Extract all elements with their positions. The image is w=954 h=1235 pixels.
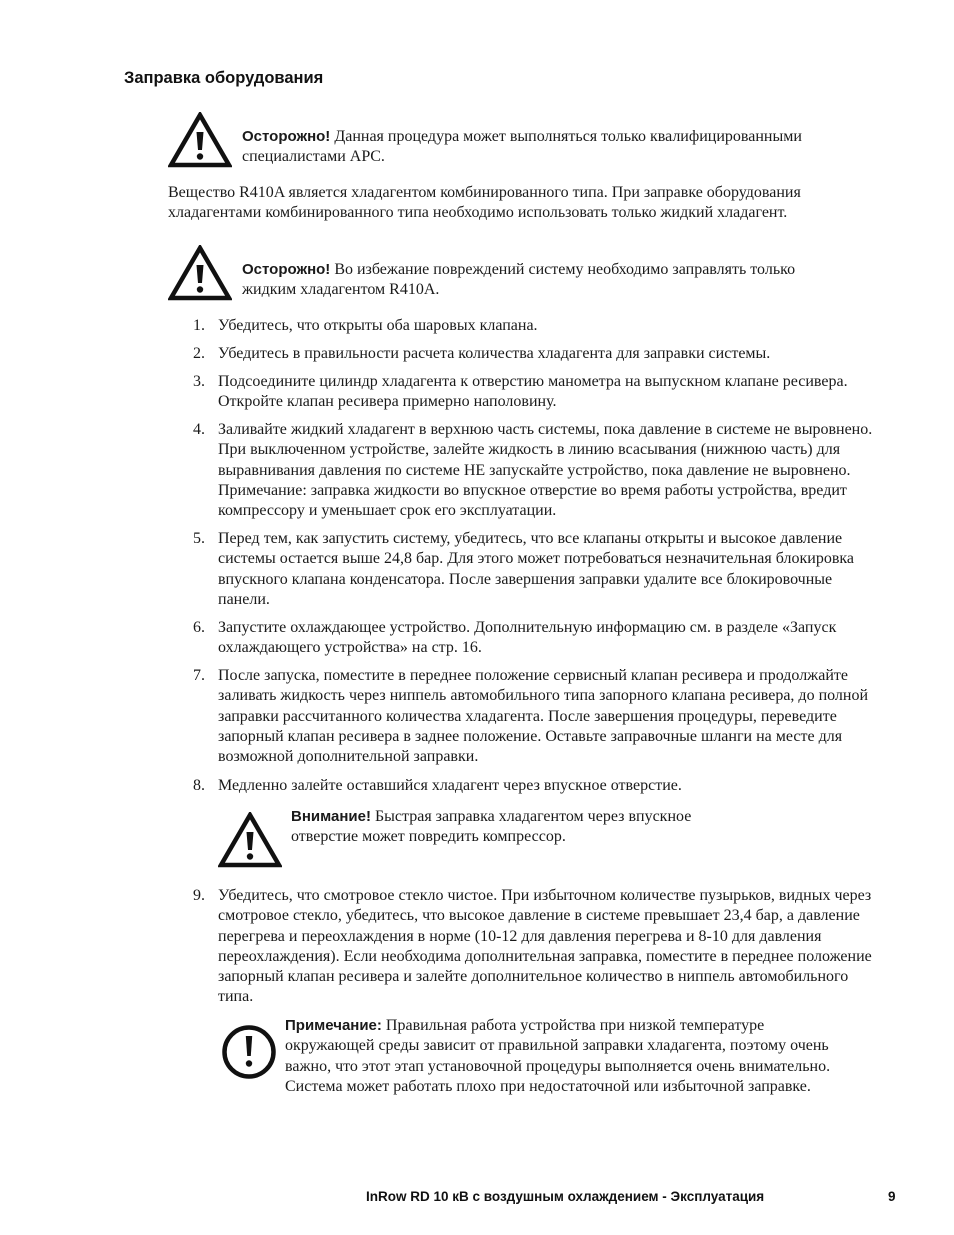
step-text: Перед тем, как запустить систему, убедитесь, что все клапаны открыты и высокое давление системы остается выше 24,8 бар. Для этого может потребоваться незначительная блокировка впускного клапана конденсатора. После завершения заправки удалите все блокировочные панели.: [218, 530, 854, 608]
note-text-line1: Правильная работа устройства при низкой температуре: [385, 1017, 765, 1034]
step-text: Убедитесь, что смотровое стекло чистое. При избыточном количестве пузырьков, видных через смотровое стекло, убедитесь, что высокое давление в системе превышает 23,4 бар, а давление перегрева и переохлаждения в норме (10-12 для давления перегрева и 8-10 для давления переохлаждения). Если необходима дополнительная заправка, поместите в переднее положение запорный клапан ресивера и залейте дополнительное количество в ниппель автомобильного типа.: [218, 887, 872, 1006]
caution-text-1-line2: специалистами APC.: [242, 148, 385, 166]
step-text: После запуска, поместите в переднее положение сервисный клапан ресивера и продолжайте заливать жидкость через ниппель автомобильного типа запорного клапана ресивера, до полной заправки рассчитанного количества хладагента. После завершения процедуры, переведите запорный клапан ресивера в заднее положение. Оставьте заправочные шланги на месте для возможной дополнительной заправки.: [218, 667, 869, 766]
note-text-line4: Система может работать плохо при недостаточной или избыточной заправке.: [285, 1077, 811, 1095]
list-item: [193, 372, 893, 413]
intro-line2: хладагентами комбинированного типа необходимо использовать только жидкий хладагент.: [168, 204, 788, 222]
footer-title: InRow RD 10 кВ с воздушным охлаждением - Эксплуатация: [366, 1189, 765, 1204]
warning-triangle-icon: [218, 812, 282, 868]
note-text-line3: важно, что этот этап установочной процедуры выполняется очень внимательно.: [285, 1057, 831, 1075]
caution-text-1-line1: Данная процедура может выполняться только квалифицированными: [334, 128, 802, 145]
step-number: 8.: [193, 777, 205, 794]
caution-label-1: Осторожно!: [242, 128, 331, 145]
warning-block: [291, 807, 851, 848]
list-item: [193, 666, 893, 767]
caution-text-2-line1: Во избежание повреждений систему необходимо заправлять только: [334, 261, 796, 278]
step-number: 2.: [193, 345, 205, 362]
step-number: 5.: [193, 530, 205, 547]
step-text: Заливайте жидкий хладагент в верхнюю часть системы, пока давление в системе не выровнено. При выключенном устройстве, залейте жидкость в линию всасывания (нижнюю часть) для выравнивания давления по системе НЕ запускайте устройство, пока давление не выровнено. Примечание: заправка жидкости во впускное отверстие во время работы устройства, вредит компрессору и уменьшает срок его эксплуатации.: [218, 421, 873, 520]
list-item: [193, 886, 893, 1008]
step-number: 9.: [193, 887, 205, 904]
page-number: 9: [888, 1189, 896, 1204]
warning-label: Внимание!: [291, 808, 371, 825]
section-heading: Заправка оборудования: [124, 69, 324, 87]
step-text: Убедитесь в правильности расчета количества хладагента для заправки системы.: [218, 345, 771, 362]
step-number: 1.: [193, 317, 205, 334]
list-item: [193, 776, 893, 796]
warning-text-line1: Быстрая заправка хладагентом через впускное: [374, 808, 692, 825]
note-text-line2: окружающей среды зависит от правильной заправки хладагента, поэтому очень: [285, 1037, 829, 1055]
list-item: [193, 316, 893, 336]
caution-block-2: [242, 260, 882, 301]
intro-line1: Вещество R410A является хладагентом комбинированного типа. При заправке оборудования: [168, 184, 801, 201]
step-number: 6.: [193, 619, 205, 636]
step-number: 7.: [193, 667, 205, 684]
list-item: [193, 420, 893, 521]
list-item: [193, 529, 893, 610]
step-text: Подсоедините цилиндр хладагента к отверстию манометра на выпускном клапане ресивера. Откройте клапан ресивера примерно наполовину.: [218, 373, 848, 411]
warning-triangle-icon: [168, 245, 232, 301]
caution-label-2: Осторожно!: [242, 261, 331, 278]
intro-paragraph: [168, 183, 888, 224]
step-text: Медленно залейте оставшийся хладагент через впускное отверстие.: [218, 777, 682, 794]
step-text: Убедитесь, что открыты оба шаровых клапана.: [218, 317, 538, 334]
caution-text-2-line2: жидким хладагентом R410A.: [242, 281, 440, 299]
note-block: [285, 1016, 885, 1097]
step-text: Запустите охлаждающее устройство. Дополнительную информацию см. в разделе «Запуск охлаждающего устройства» на стр. 16.: [218, 619, 837, 657]
step-number: 4.: [193, 421, 205, 438]
list-item: [193, 618, 893, 659]
step-number: 3.: [193, 373, 205, 390]
note-label: Примечание:: [285, 1017, 382, 1034]
warning-text-line2: отверстие может повредить компрессор.: [291, 828, 566, 846]
warning-triangle-icon: [168, 112, 232, 168]
caution-block-1: [242, 127, 882, 168]
exclamation-circle-icon: [221, 1024, 277, 1080]
list-item: [193, 344, 893, 364]
